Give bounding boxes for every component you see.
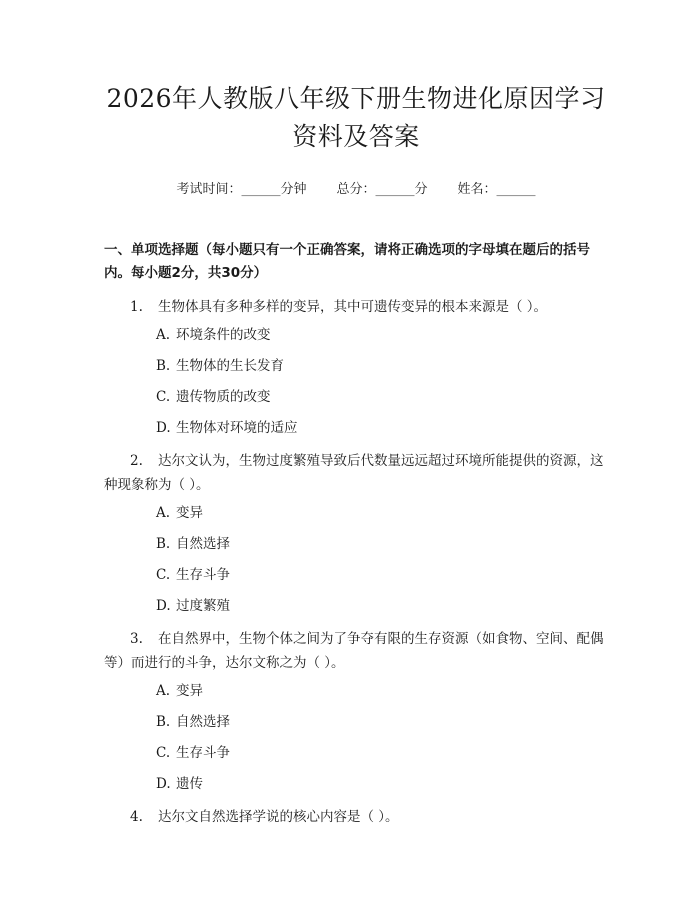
option-text: 遗传: [176, 776, 203, 792]
option-text: 遗传物质的改变: [176, 389, 271, 405]
option-text: 变异: [176, 505, 203, 521]
option-list: [104, 681, 608, 794]
question-item: [104, 805, 608, 829]
answer-option: [156, 387, 608, 407]
question-list: [104, 295, 608, 829]
answer-option: [156, 325, 608, 345]
question-number: 1.: [130, 299, 143, 315]
option-letter: A.: [156, 505, 171, 521]
option-text: 自然选择: [176, 536, 230, 552]
exam-info-row: [104, 178, 608, 197]
option-letter: C.: [156, 389, 171, 405]
answer-option: [156, 418, 608, 438]
question-item: [104, 627, 608, 794]
question-number: 3.: [130, 631, 143, 647]
student-name-field: [458, 178, 536, 197]
answer-option: [156, 565, 608, 585]
question-text: 在自然界中，生物个体之间为了争夺有限的生存资源（如食物、空间、配偶等）而进行的斗争，达尔文称之为（ ）。: [104, 631, 604, 671]
answer-option: [156, 596, 608, 616]
option-text: 生物体对环境的适应: [176, 420, 298, 436]
answer-option: [156, 712, 608, 732]
option-letter: C.: [156, 745, 171, 761]
option-letter: D.: [156, 776, 171, 792]
option-text: 生存斗争: [176, 745, 230, 761]
exam-time-field: [176, 178, 306, 197]
question-stem: [104, 449, 608, 497]
option-letter: B.: [156, 536, 171, 552]
question-stem: [104, 805, 608, 829]
option-letter: B.: [156, 358, 171, 374]
question-item: [104, 449, 608, 616]
option-letter: D.: [156, 420, 171, 436]
option-list: [104, 503, 608, 616]
question-number: 4.: [130, 809, 143, 825]
total-score-label: 总分：: [336, 182, 376, 197]
option-text: 生物体的生长发育: [176, 358, 284, 374]
answer-option: [156, 743, 608, 763]
option-text: 自然选择: [176, 714, 230, 730]
question-text: 生物体具有多种多样的变异，其中可遗传变异的根本来源是（ ）。: [158, 299, 548, 315]
question-stem: [104, 627, 608, 675]
option-letter: A.: [156, 327, 171, 343]
title-line-2: 资料及答案: [292, 122, 420, 151]
option-letter: B.: [156, 714, 171, 730]
question-stem: [104, 295, 608, 319]
option-letter: D.: [156, 598, 171, 614]
student-name-label: 姓名：: [457, 182, 497, 197]
exam-time-unit: 分钟: [280, 182, 307, 197]
answer-option: [156, 534, 608, 554]
answer-option: [156, 356, 608, 376]
question-text: 达尔文自然选择学说的核心内容是（ ）。: [158, 809, 399, 825]
option-list: [104, 325, 608, 438]
option-text: 生存斗争: [176, 567, 230, 583]
option-text: 变异: [176, 683, 203, 699]
option-letter: C.: [156, 567, 171, 583]
question-text: 达尔文认为，生物过度繁殖导致后代数量远远超过环境所能提供的资源，这种现象称为（ ）。: [104, 453, 604, 493]
title-line-1: 2026年人教版八年级下册生物进化原因学习: [106, 84, 606, 113]
exam-time-blank: ______: [241, 182, 281, 197]
question-number: 2.: [130, 453, 143, 469]
document-title: [104, 80, 608, 156]
total-score-unit: 分: [414, 182, 428, 197]
answer-option: [156, 774, 608, 794]
question-item: [104, 295, 608, 438]
option-text: 环境条件的改变: [176, 327, 271, 343]
section-heading: 一、单项选择题（每小题只有一个正确答案，请将正确选项的字母填在题后的括号内。每小题2分，共30分）: [104, 242, 590, 281]
option-text: 过度繁殖: [176, 598, 230, 614]
student-name-blank: ______: [496, 182, 536, 197]
total-score-field: [336, 178, 427, 197]
answer-option: [156, 681, 608, 701]
total-score-blank: ______: [375, 182, 415, 197]
exam-time-label: 考试时间：: [176, 182, 242, 197]
option-letter: A.: [156, 683, 171, 699]
answer-option: [156, 503, 608, 523]
